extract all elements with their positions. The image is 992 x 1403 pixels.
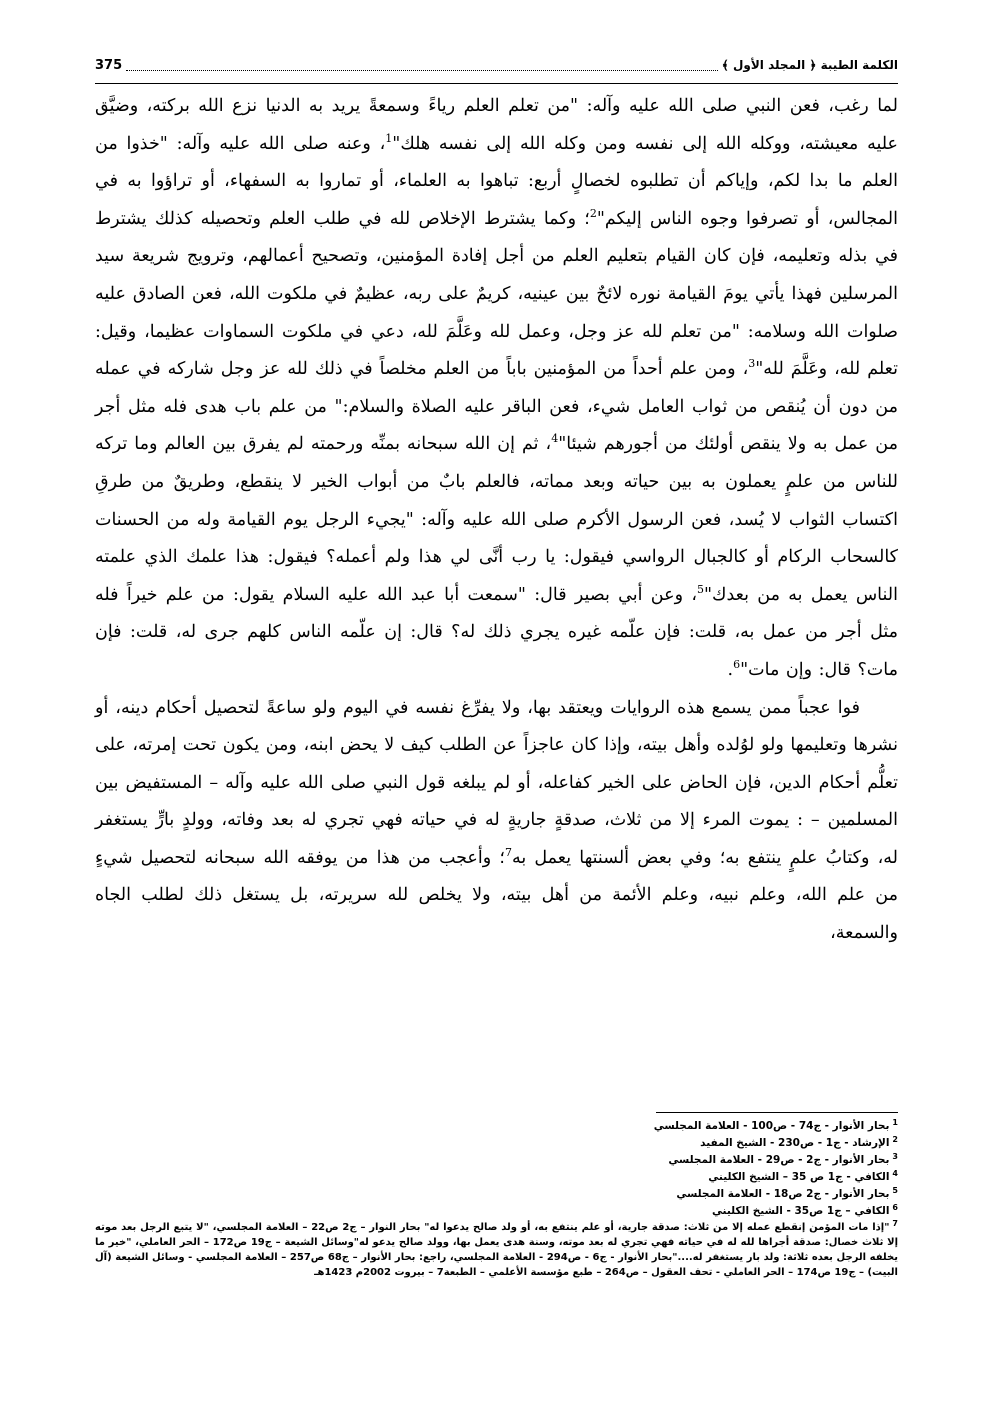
dotted-leader <box>126 69 718 71</box>
footnote-text: "إذا مات المؤمن إنقطع عمله إلا من ثلاث: صدقة جارية، أو علم ينتفع به، أو ولد صالح يدعوا له" بحار النوار – ج2 ص22 – العلامة المجلسي، "لا يتبع الرجل بعد موته إلا ثلاث خصال: صدقة أجراها لله له في حياته فهي تجري له بعد موته، وسنة هدى يعمل بها، وولد صالح يدعو له"وسائل الشيعة – ج19 ص172 – الحر العاملي، "خير ما يخلفه الرجل بعده ثلاثة: ولد بار يستغفر له...."بحار الأنوار - ج6 - ص294 - العلامة المجلسي، راجع: بحار الأنوار – ج68 ص257 – العلامة المجلسي - وسائل الشيعة (آل البيت) – ج19 ص174 – الحر العاملي - تحف العقول – ص264 – طبع مؤسسة الأعلمي – الطبعة7 – بيروت 2002م 1423هـ <box>95 1222 898 1278</box>
footnote-text: بحار الأنوار - ج74 - ص100 - العلامة المجلسي <box>653 1120 890 1132</box>
footnote <box>95 1169 898 1186</box>
footnote <box>95 1135 898 1152</box>
paragraph <box>95 88 898 690</box>
running-header <box>95 58 898 82</box>
footnote-ref[interactable]: 7 <box>504 846 512 860</box>
paragraph-text: ، ثم إن الله سبحانه بمنِّه ورحمته لم يفرق بين العالم وما تركه للناس من علمٍ يعملون به بين حياته وبعد مماته، فالعلم بابٌ من أبواب الخير لا ينقطع، وطريقٌ من طرقِ اكتساب الثواب لا يُسد، فعن الرسول الأكرم صلى الله عليه وآله: "يجيء الرجل يوم القيامة وله من الحسنات كالسحاب الركام أو كالجبال الرواسي فيقول: يا رب أنَّى لي هذا ولم أعمله؟ فيقول: هذا علمك الذي علمته الناس يعمل به من بعدك" <box>95 434 898 605</box>
paragraph-text: . <box>727 659 734 680</box>
footnote-ref[interactable]: 6 <box>733 658 741 672</box>
body-text <box>95 88 898 953</box>
footnote-number: 6 <box>892 1202 898 1212</box>
footnote-text: الكافي – ج1 ص35 - الشيخ الكليني <box>711 1205 890 1217</box>
paragraph-text: ، وعن أبي بصير قال: "سمعت أبا عبد الله عليه السلام يقول: من علم خيراً فله مثل أجر من عمل به، قلت: فإن علّمه غيره يجري ذلك له؟ قال: إن علّمه الناس كلهم جرى له، قلت: فإن مات؟ قال: وإن مات" <box>95 584 898 680</box>
footnote <box>95 1186 898 1203</box>
footnote-ref[interactable]: 4 <box>551 432 559 446</box>
footnote-separator <box>656 1112 898 1113</box>
header-rule <box>95 83 898 84</box>
footnote-number: 3 <box>892 1151 898 1161</box>
footnote-ref[interactable]: 5 <box>696 582 704 596</box>
footnote <box>95 1220 898 1280</box>
paragraph-text: فوا عجباً ممن يسمع هذه الروايات ويعتقد بها، ولا يفرِّغ نفسه في اليوم ولو ساعةً لتحصيل أحكام دينه، أو نشرها وتعليمها ولو لوُلده وأهل بيته، وإذا كان عاجزاً عن الطلب كيف لا يحض ابنه، ومن يكون تحت إمرته، على تعلُّم أحكام الدين، فإن الحاض على الخير كفاعله، أو لم يبلغه قول النبي صلى الله عليه وآله – المستفيض بين المسلمين – : يموت المرء إلا من ثلاث، صدقةٍ جاريةٍ له في حياته فهي تجري له بعد وفاته، وولدٍ بارٍّ يستغفر له، وكتابُ علمٍ ينتفع به؛ وفي بعض ألسنتها يعمل به <box>95 697 898 868</box>
paragraph-text: ، وعنه صلى الله عليه وآله: "خذوا من العلم ما بدا لكم، وإياكم أن تطلبوه لخصالٍ أربع: تباهوا به العلماء، أو تماروا به السفهاء، أو تراؤوا به في المجالس، أو تصرفوا وجوه الناس إليكم" <box>95 133 898 229</box>
footnotes <box>95 1118 898 1280</box>
footnote-text: بحار الأنوار - ج2 ص18 - العلامة المجلسي <box>676 1188 890 1200</box>
footnote <box>95 1203 898 1220</box>
footnote-ref[interactable]: 3 <box>748 357 756 371</box>
footnote-number: 1 <box>892 1117 898 1127</box>
footnote-text: الكافي - ج1 ص 35 – الشيخ الكليني <box>708 1171 890 1183</box>
footnote-number: 2 <box>892 1134 898 1144</box>
footnote-text: بحار الأنوار - ج2 - ص29 - العلامة المجلسي <box>668 1154 890 1166</box>
footnote-number: 7 <box>892 1218 898 1228</box>
footnote <box>95 1152 898 1169</box>
footnote-text: الإرشاد - ج1 - ص230 - الشيخ المفيد <box>700 1137 890 1149</box>
paragraph-text: ؛ وكما يشترط الإخلاص لله في طلب العلم وتحصيله كذلك يشترط في بذله وتعليمه، فإن كان القيام بتعليم العلم من أجل إفادة المؤمنين، وتصحيح أعمالهم، وترويج شريعة سيد المرسلين فهذا يأتي يومَ القيامة نوره لائحٌ بين عينيه، كريمٌ على ربه، عظيمٌ في ملكوت الله، فعن الصادق عليه صلوات الله وسلامه: "من تعلم لله عز وجل، وعمل لله وعَلَّمَ لله، دعي في ملكوت السماوات عظيما، وقيل: تعلم لله، وعَلَّمَ لله" <box>95 208 898 380</box>
footnote-ref[interactable]: 2 <box>589 206 597 220</box>
footnote-number: 5 <box>892 1185 898 1195</box>
page-number: 375 <box>95 58 123 73</box>
footnote <box>95 1118 898 1135</box>
footnote-number: 4 <box>892 1168 898 1178</box>
footnote-ref[interactable]: 1 <box>385 131 393 145</box>
running-title: الكلمة الطيبة ﴿ المجلد الأول ﴾ <box>721 58 898 72</box>
paragraph-text: ؛ وأعجب من هذا من يوفقه الله سبحانه لتحصيل شيءٍ من علم الله، وعلم نبيه، وعلم الأئمة من أهل بيته، ولا يخلص لله سريرته، بل يستغل ذلك لطلب الجاه والسمعة، <box>95 847 898 944</box>
paragraph-text: لما رغب، فعن النبي صلى الله عليه وآله: "من تعلم العلم رياءً وسمعةً يريد به الدنيا نزع الله بركته، وضيَّق عليه معيشته، ووكله الله إلى نفسه ومن وكله الله إلى نفسه هلك" <box>95 96 898 154</box>
paragraph <box>95 690 898 953</box>
paragraph-text: ، ومن علم أحداً من المؤمنين باباً من العلم مخلصاً في ذلك لله عز وجل شاركه في عمله من دون أن يُنقص من ثواب العامل شيء، فعن الباقر عليه الصلاة والسلام:" من علم باب هدى فله مثل أجر من عمل به ولا ينقص أولئك من أجورهم شيئا" <box>95 359 898 455</box>
